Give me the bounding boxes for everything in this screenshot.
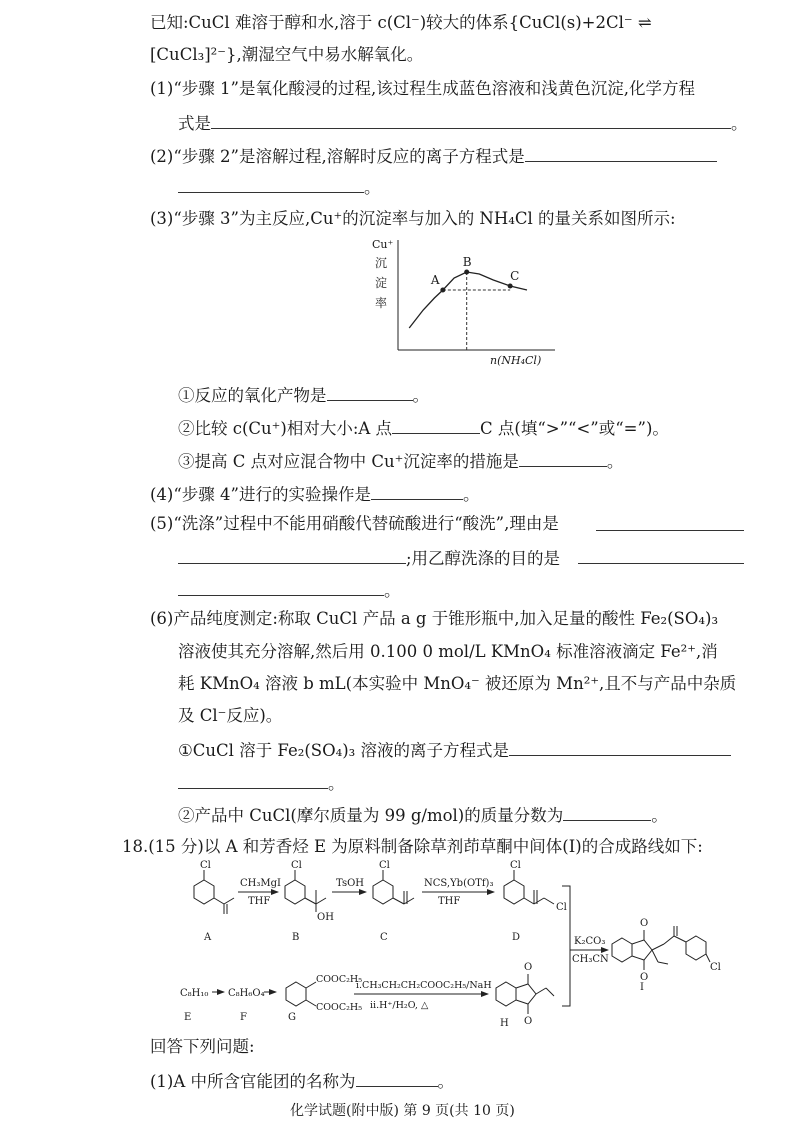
q3-sub1	[178, 382, 429, 407]
y-label-2: 淀	[375, 276, 388, 290]
q6-sub2-end: 。	[651, 806, 668, 825]
q3-sub1-text: ①反应的氧化产物是	[178, 386, 327, 405]
y-axis-label	[372, 238, 394, 310]
q18-sub1-text: (1)A 中所含官能团的名称为	[150, 1072, 356, 1091]
label-f: F	[240, 1012, 247, 1023]
label-e: E	[184, 1012, 192, 1023]
q6-sub2-text: ②产品中 CuCl(摩尔质量为 99 g/mol)的质量分数为	[178, 806, 564, 825]
formula-e: C₈H₁₀	[180, 988, 209, 999]
formula-f: C₈H₆O₄	[228, 988, 265, 999]
q3-sub2-blank[interactable]	[392, 415, 480, 434]
q6-sub2	[178, 802, 668, 827]
q6-line-1: (6)产品纯度测定:称取 CuCl 产品 a g 于锥形瓶中,加入足量的酸性 Fe₂(SO₄)₃	[150, 609, 719, 628]
chart-point-c	[508, 284, 513, 289]
a-cl: Cl	[200, 860, 211, 871]
y-label-1: 沉	[375, 256, 388, 270]
molecule-c	[373, 870, 414, 904]
q6-sub1-blank[interactable]	[509, 737, 731, 756]
reagent-cd: NCS,Yb(OTf)₃	[424, 878, 494, 889]
q1-answer-blank[interactable]	[211, 110, 731, 129]
q2-end: 。	[364, 178, 381, 197]
q4-end: 。	[463, 485, 480, 504]
h-o-bot: O	[524, 1016, 533, 1027]
chart-point-label-c: C	[510, 269, 520, 283]
q6-line-3: 耗 KMnO₄ 溶液 b mL(本实验中 MnO₄⁻ 被还原为 Mn²⁺,且不与产品中杂质	[178, 674, 737, 693]
i-o-bot: O	[640, 972, 649, 983]
molecule-g	[286, 982, 316, 1006]
label-a: A	[204, 932, 212, 943]
q1-line-1: (1)“步骤 1”是氧化酸浸的过程,该过程生成蓝色溶液和浅黄色沉淀,化学方程	[150, 79, 695, 98]
q5-mid: ;用乙醇洗涤的目的是	[406, 549, 561, 568]
y-label-3: 率	[375, 296, 388, 310]
chart-point-label-a: A	[430, 273, 440, 287]
c-cl: Cl	[379, 860, 390, 871]
q3-text: (3)“步骤 3”为主反应,Cu⁺的沉淀率与加入的 NH₄Cl 的量关系如图所示:	[150, 209, 676, 228]
molecule-a	[194, 870, 234, 914]
q3-sub3-blank[interactable]	[519, 448, 607, 467]
y-label-0: Cu⁺	[372, 238, 394, 251]
q5-blank-3[interactable]	[578, 563, 744, 564]
molecule-d	[504, 870, 554, 904]
q2-answer-blank-2[interactable]	[178, 174, 364, 193]
q6-sub1-blank-2[interactable]	[178, 770, 328, 789]
d-cl-2: Cl	[556, 902, 567, 913]
q6-sub2-blank[interactable]	[563, 802, 651, 821]
label-c: C	[380, 932, 388, 943]
q5-blank-2[interactable]	[178, 545, 406, 564]
label-h: H	[500, 1018, 509, 1029]
q6-line-2: 溶液使其充分溶解,然后用 0.100 0 mol/L KMnO₄ 标准溶液滴定 Fe²⁺,消	[178, 642, 718, 661]
b-cl: Cl	[291, 860, 302, 871]
q18-sub1-blank[interactable]	[356, 1068, 438, 1087]
formula-g-bot: COOC₂H₅	[316, 1002, 363, 1013]
reagent-gh-sub: ⅱ.H⁺/H₂O, △	[370, 1000, 429, 1011]
formula-g-top: COOC₂H₅	[316, 974, 363, 985]
reagent-bc: TsOH	[336, 878, 364, 889]
molecule-h	[496, 974, 554, 1014]
q4-text: (4)“步骤 4”进行的实验操作是	[150, 485, 371, 504]
synthesis-scheme	[170, 858, 770, 1030]
label-d: D	[512, 932, 521, 943]
q5-text: (5)“洗涤”过程中不能用硝酸代替硫酸进行“酸洗”,理由是	[150, 514, 559, 533]
label-b: B	[292, 932, 300, 943]
q6-sub1-end: 。	[328, 774, 345, 793]
reagent-gh: ⅰ.CH₃CH₂CH₂COOC₂H₅/NaH	[356, 980, 492, 991]
q5-end: 。	[384, 581, 401, 600]
i-cl: Cl	[710, 962, 721, 973]
molecule-b	[285, 870, 326, 912]
reagent-cd-sub: THF	[438, 896, 461, 907]
i-o-top: O	[640, 918, 649, 929]
q3-sub1-end: 。	[412, 386, 429, 405]
label-i: I	[640, 982, 644, 993]
q6-sub1-line-2	[178, 770, 345, 795]
q3-sub3-end: 。	[606, 452, 624, 471]
q4-blank[interactable]	[371, 481, 463, 500]
q1-end: 。	[731, 114, 748, 133]
q18-sub1	[150, 1068, 454, 1093]
q6-sub1-text: ①CuCl 溶于 Fe₂(SO₄)₃ 溶液的离子方程式是	[178, 741, 510, 760]
b-oh: OH	[317, 912, 334, 923]
q18-text: 18.(15 分)以 A 和芳香烃 E 为原料制备除草剂茚草酮中间体(I)的合成路线如下:	[122, 837, 703, 856]
reagent-di: K₂CO₃	[574, 936, 606, 947]
chart-point-label-b: B	[462, 255, 472, 269]
q3-sub1-blank[interactable]	[327, 382, 413, 401]
q2-line	[150, 143, 717, 168]
q3-sub2-text: ②比较 c(Cu⁺)相对大小:A 点	[178, 419, 393, 438]
page-footer: 化学试题(附中版) 第 9 页(共 10 页)	[290, 1103, 515, 1119]
h-o-top: O	[524, 962, 533, 973]
q3-sub2	[178, 415, 669, 440]
q2-text: (2)“步骤 2”是溶解过程,溶解时反应的离子方程式是	[150, 147, 525, 166]
chart-point-a	[440, 288, 445, 293]
q5-blank-1[interactable]	[596, 530, 744, 531]
chart-point-b	[464, 270, 469, 275]
molecule-i	[612, 926, 710, 970]
q5-line-2	[178, 545, 560, 570]
known-line-1: 已知:CuCl 难溶于醇和水,溶于 c(Cl⁻)较大的体系{CuCl(s)+2Cl⁻ ⇌	[150, 13, 652, 32]
q5-line-3	[178, 577, 401, 602]
reagent-di-sub: CH₃CN	[572, 954, 609, 965]
reagent-ab: CH₃MgI	[240, 878, 281, 889]
q2-line-2	[178, 174, 381, 199]
label-g: G	[288, 1012, 296, 1023]
q5-line-1	[150, 513, 559, 535]
q3-sub3	[178, 448, 623, 473]
q2-answer-blank[interactable]	[525, 143, 717, 162]
q4-line	[150, 481, 480, 506]
q1-line-2	[178, 110, 748, 135]
x-axis-label: n(NH₄Cl)	[490, 354, 542, 367]
q18-sub1-end: 。	[437, 1072, 455, 1091]
q6-sub1	[178, 737, 731, 762]
cu-precipitation-chart	[360, 232, 570, 367]
q1-prefix: 式是	[178, 114, 211, 133]
q18-answer-prompt: 回答下列问题:	[150, 1037, 255, 1056]
reagent-ab-sub: THF	[248, 896, 271, 907]
d-cl: Cl	[510, 860, 521, 871]
q5-blank-4[interactable]	[178, 577, 384, 596]
known-line-2: [CuCl₃]²⁻},潮湿空气中易水解氧化。	[150, 45, 424, 64]
q6-line-4: 及 Cl⁻反应)。	[178, 706, 283, 725]
q3-sub3-text: ③提高 C 点对应混合物中 Cu⁺沉淀率的措施是	[178, 452, 519, 471]
q3-sub2-mid: C 点(填“>”“<”或“=”)。	[480, 419, 669, 438]
